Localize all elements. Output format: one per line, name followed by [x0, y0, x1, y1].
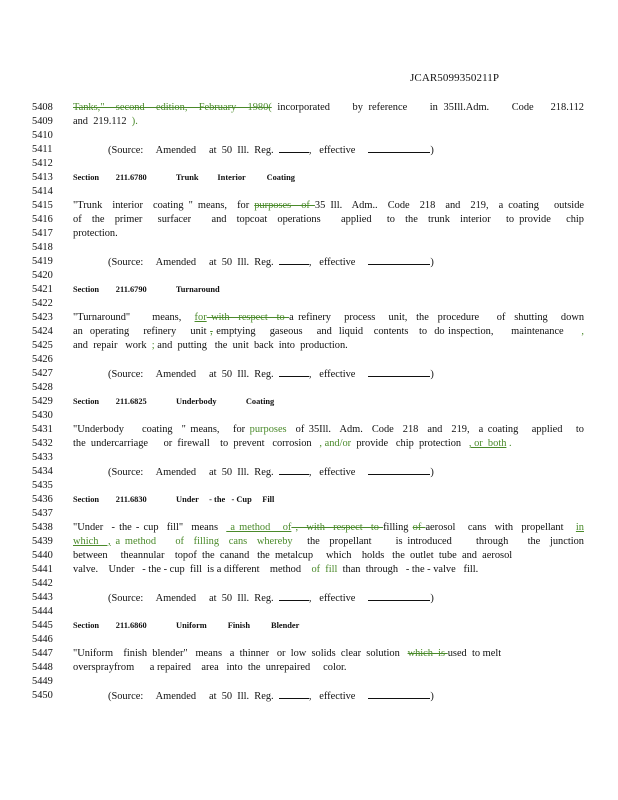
source-note-effective: effective [311, 257, 369, 268]
inserted-text: , [581, 326, 585, 337]
line-number: 5445 [32, 620, 53, 631]
document-line [32, 171, 592, 185]
line-number: 5450 [32, 690, 53, 701]
register-volume-blank [279, 465, 309, 475]
text-run: "Trunk interior coating " means, for [73, 200, 255, 211]
text-run: valve. Under - the - cup fill is a different method [73, 564, 312, 575]
line-number: 5417 [32, 228, 53, 239]
inserted-text: for [194, 312, 207, 323]
line-number: 5427 [32, 368, 53, 379]
line-text [73, 325, 584, 339]
text-run: provide chip protection [351, 438, 469, 449]
effective-date-blank [368, 689, 430, 699]
line-number: 5414 [32, 186, 53, 197]
text-run: and repair work [73, 340, 152, 351]
register-volume-blank [279, 367, 309, 377]
text-run: of the primer surfacer and topcoat operations applied to the trunk interior to provide chip [73, 214, 584, 225]
source-note-lead: (Source: Amended at 50 Ill. Reg. [108, 691, 279, 702]
effective-date-blank [368, 143, 430, 153]
document-line [32, 451, 592, 465]
line-number: 5440 [32, 550, 53, 561]
text-run: emptying gaseous and liquid contents to do inspection, maintenance [212, 326, 582, 337]
line-number: 5428 [32, 382, 53, 393]
line-number: 5426 [32, 354, 53, 365]
document-line [32, 157, 592, 171]
register-volume-blank [279, 143, 309, 153]
effective-date-blank [368, 591, 430, 601]
document-line [32, 339, 592, 353]
document-line [32, 143, 592, 157]
text-run: used to melt [447, 648, 502, 659]
inserted-text: of fill [311, 564, 338, 575]
line-number: 5424 [32, 326, 53, 337]
line-text [73, 213, 584, 227]
source-note-tail: ) [430, 593, 434, 604]
inserted-text: in [575, 522, 584, 533]
text-run: "Turnaround" means, [73, 312, 195, 323]
document-line [32, 507, 592, 521]
text-run: 35 Ill. Adm.. Code 218 and 219, a coating outside [314, 200, 584, 211]
document-line [32, 675, 592, 689]
line-text [73, 227, 118, 241]
inserted-text: purposes [249, 424, 287, 435]
line-text [73, 437, 512, 451]
line-text [73, 521, 584, 535]
section-heading [73, 619, 299, 633]
document-line [32, 647, 592, 661]
inserted-text: ; [151, 340, 155, 351]
source-note-tail: ) [430, 369, 434, 380]
inserted-text: which , [73, 536, 111, 547]
document-line [32, 689, 592, 703]
document-line [32, 493, 592, 507]
inserted-text: , or both [468, 438, 507, 449]
document-line [32, 283, 592, 297]
text-run: the propellant is introduced through the junction [292, 536, 584, 547]
source-note-effective: effective [311, 369, 369, 380]
line-text [73, 549, 512, 563]
deleted-text: of [412, 522, 426, 533]
document-line [32, 605, 592, 619]
line-text [73, 311, 584, 325]
document-line [32, 199, 592, 213]
document-line [32, 255, 592, 269]
effective-date-blank [368, 255, 430, 265]
deleted-text: purposes of [254, 200, 315, 211]
text-run: the undercarriage or firewall to prevent corrosion [73, 438, 320, 449]
line-number: 5431 [32, 424, 53, 435]
line-number: 5412 [32, 158, 53, 169]
text-run: oversprayfrom a repaired area into the unrepaired color. [73, 662, 347, 673]
line-number: 5409 [32, 116, 53, 127]
document-line [32, 213, 592, 227]
document-line [32, 465, 592, 479]
document-line [32, 269, 592, 283]
deleted-text: , with respect to [291, 522, 384, 533]
line-number: 5443 [32, 592, 53, 603]
text-run: "Uniform finish blender" means a thinner or low solids clear solution [73, 648, 408, 659]
document-line [32, 395, 592, 409]
deleted-text: Tanks," second edition, February 1980( [73, 102, 272, 113]
line-text [73, 339, 348, 353]
source-note: (Source: Amended at 50 Ill. Reg. , effective ) [108, 691, 434, 702]
line-text [73, 647, 501, 661]
register-volume-blank [279, 689, 309, 699]
source-note-effective: effective [311, 145, 369, 156]
document-line [32, 423, 592, 437]
line-text [73, 535, 584, 549]
document-id: JCAR5099350211P [410, 72, 500, 84]
effective-date-blank [368, 367, 430, 377]
line-number: 5434 [32, 466, 53, 477]
line-number: 5410 [32, 130, 53, 141]
line-number: 5449 [32, 676, 53, 687]
inserted-text: , and/or [319, 438, 352, 449]
text-run: and putting the unit back into production. [154, 340, 348, 351]
line-number: 5413 [32, 172, 53, 183]
document-line [32, 563, 592, 577]
line-text [73, 661, 347, 675]
section-heading [73, 493, 274, 507]
text-run: between theannular topof the canand the metalcup which holds the outlet tube and aerosol [73, 550, 513, 561]
line-number: 5418 [32, 242, 53, 253]
section-heading [73, 395, 274, 409]
document-line [32, 549, 592, 563]
section-heading [73, 171, 295, 185]
line-number: 5435 [32, 480, 53, 491]
inserted-text: ). [131, 116, 138, 127]
document-line [32, 115, 592, 129]
line-number: 5433 [32, 452, 53, 463]
source-note-tail: ) [430, 257, 434, 268]
line-number: 5438 [32, 522, 53, 533]
line-number: 5439 [32, 536, 53, 547]
source-note-effective: effective [311, 691, 369, 702]
line-text [73, 101, 584, 115]
document-line [32, 311, 592, 325]
line-number: 5444 [32, 606, 53, 617]
line-number: 5423 [32, 312, 53, 323]
text-run: than through - the - valve fill. [337, 564, 479, 575]
line-number: 5430 [32, 410, 53, 421]
line-number: 5447 [32, 648, 53, 659]
source-note: (Source: Amended at 50 Ill. Reg. , effective ) [108, 369, 434, 380]
deleted-text: with respect to [206, 312, 290, 323]
document-line [32, 227, 592, 241]
source-note-lead: (Source: Amended at 50 Ill. Reg. [108, 145, 279, 156]
line-number: 5421 [32, 284, 53, 295]
document-line [32, 661, 592, 675]
inserted-text: a method of [226, 522, 292, 533]
line-number: 5437 [32, 508, 53, 519]
document-line [32, 101, 592, 115]
document-line [32, 409, 592, 423]
text-run: "Underbody coating " means, for [73, 424, 250, 435]
text-run: Section 211.6825 Underbody Coating [73, 397, 275, 406]
line-number: 5441 [32, 564, 53, 575]
source-note-lead: (Source: Amended at 50 Ill. Reg. [108, 593, 279, 604]
document-line [32, 619, 592, 633]
effective-date-blank [368, 465, 430, 475]
deleted-text: , [210, 326, 213, 337]
text-run: Section 211.6790 Turnaround [73, 285, 220, 294]
line-number: 5408 [32, 102, 53, 113]
source-note-tail: ) [430, 467, 434, 478]
source-note-tail: ) [430, 691, 434, 702]
document-line [32, 381, 592, 395]
section-heading [73, 283, 220, 297]
text-run: filling [383, 522, 413, 533]
text-run: "Under - the - cup fill" means [73, 522, 227, 533]
document-line [32, 297, 592, 311]
document-line [32, 437, 592, 451]
line-number: 5415 [32, 200, 53, 211]
document-line [32, 367, 592, 381]
document-line [32, 535, 592, 549]
source-note: (Source: Amended at 50 Ill. Reg. , effective ) [108, 257, 434, 268]
text-run: of 35Ill. Adm. Code 218 and 219, a coating applied to [286, 424, 584, 435]
line-number: 5422 [32, 298, 53, 309]
document-line [32, 241, 592, 255]
text-run: Section 211.6830 Under - the - Cup Fill [73, 495, 275, 504]
text-run: a refinery process unit, the procedure of shutting down [289, 312, 585, 323]
source-note-effective: effective [311, 467, 369, 478]
source-note: (Source: Amended at 50 Ill. Reg. , effective ) [108, 145, 434, 156]
text-run: aerosol cans with propellant [425, 522, 576, 533]
line-number: 5442 [32, 578, 53, 589]
source-note-effective: effective [311, 593, 369, 604]
line-number: 5416 [32, 214, 53, 225]
line-number: 5432 [32, 438, 53, 449]
text-run: Section 211.6780 Trunk Interior Coating [73, 173, 295, 182]
text-run: incorporated by reference in 35Ill.Adm. Code 218.112 [271, 102, 584, 113]
line-text [73, 423, 584, 437]
document-line [32, 479, 592, 493]
line-text [73, 115, 138, 129]
source-note: (Source: Amended at 50 Ill. Reg. , effective ) [108, 467, 434, 478]
document-line [32, 591, 592, 605]
text-run: Section 211.6860 Uniform Finish Blender [73, 621, 300, 630]
inserted-text: . [506, 438, 512, 449]
line-number: 5411 [32, 144, 53, 155]
deleted-text: which is [407, 648, 448, 659]
text-run: and 219.112 [73, 116, 132, 127]
line-number: 5429 [32, 396, 53, 407]
line-number: 5419 [32, 256, 53, 267]
document-line [32, 325, 592, 339]
source-note-tail: ) [430, 145, 434, 156]
source-note-lead: (Source: Amended at 50 Ill. Reg. [108, 467, 279, 478]
line-number: 5436 [32, 494, 53, 505]
document-line [32, 185, 592, 199]
text-run: an operating refinery unit [73, 326, 211, 337]
document-line [32, 129, 592, 143]
line-number: 5446 [32, 634, 53, 645]
line-number: 5448 [32, 662, 53, 673]
document-line [32, 353, 592, 367]
document-line [32, 633, 592, 647]
line-number: 5425 [32, 340, 53, 351]
line-text [73, 563, 478, 577]
source-note-lead: (Source: Amended at 50 Ill. Reg. [108, 369, 279, 380]
text-run: protection. [73, 228, 118, 239]
document-line [32, 521, 592, 535]
document-line [32, 577, 592, 591]
line-number: 5420 [32, 270, 53, 281]
line-text [73, 199, 584, 213]
register-volume-blank [279, 255, 309, 265]
source-note: (Source: Amended at 50 Ill. Reg. , effective ) [108, 593, 434, 604]
register-volume-blank [279, 591, 309, 601]
inserted-text: a method of filling cans whereby [110, 536, 293, 547]
source-note-lead: (Source: Amended at 50 Ill. Reg. [108, 257, 279, 268]
